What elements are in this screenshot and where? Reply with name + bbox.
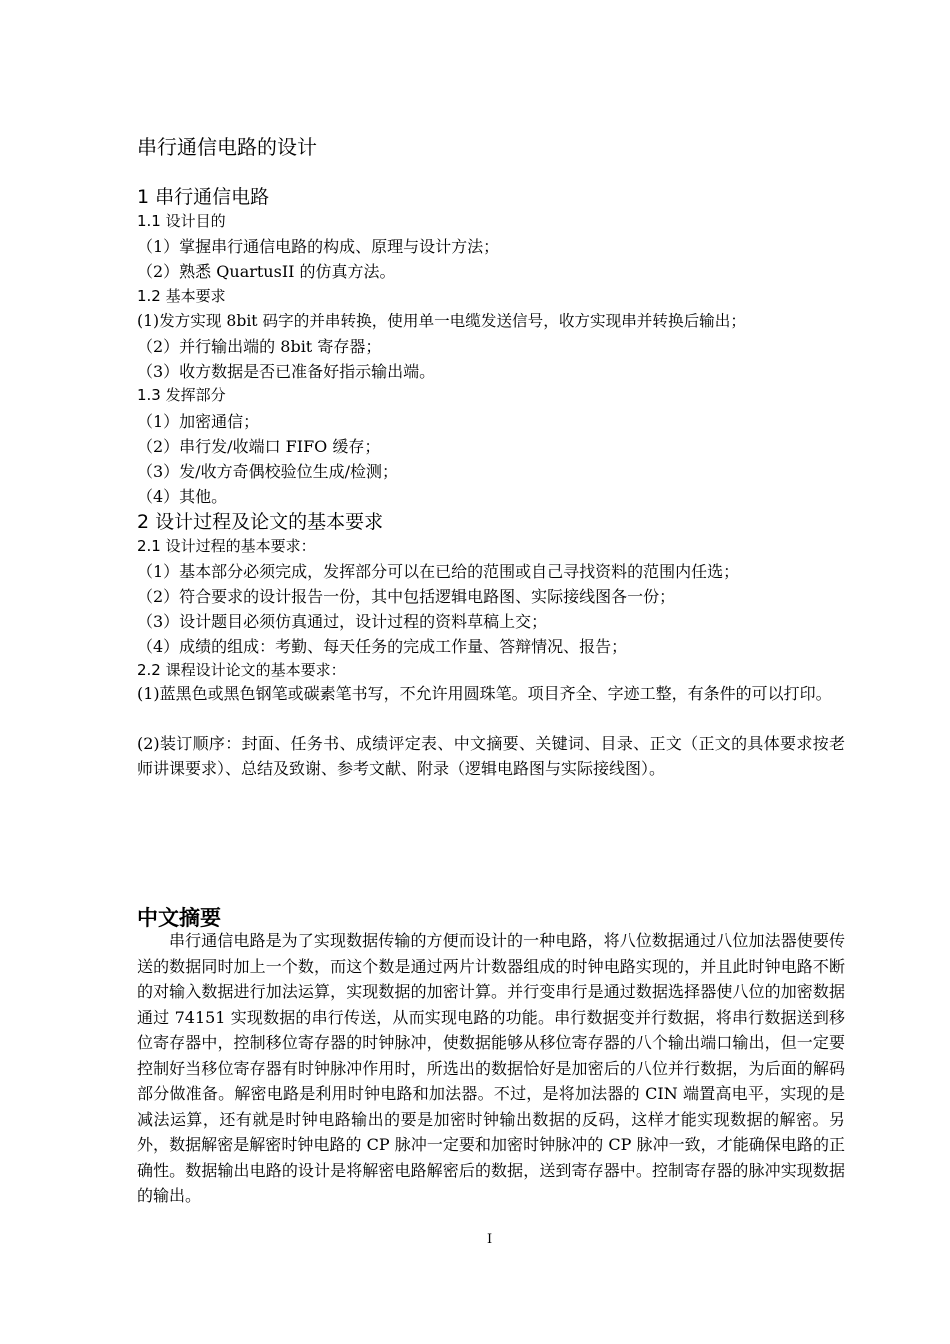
list-item: （3）收方数据是否已准备好指示输出端。: [137, 362, 436, 381]
section-1-1-heading: 1.1 设计目的: [137, 212, 226, 230]
list-item: （2）串行发/收端口 FIFO 缓存；: [137, 437, 381, 456]
section-2-heading: 2 设计过程及论文的基本要求: [137, 511, 384, 533]
abstract-title: 中文摘要: [137, 906, 221, 930]
list-item: （2）并行输出端的 8bit 寄存器；: [137, 337, 382, 356]
page-number: I: [487, 1232, 493, 1247]
list-item: （3）设计题目必须仿真通过，设计过程的资料草稿上交；: [137, 612, 548, 631]
list-item: （2）符合要求的设计报告一份，其中包括逻辑电路图、实际接线图各一份；: [137, 587, 676, 606]
paragraph: (2)装订顺序：封面、任务书、成绩评定表、中文摘要、关键词、目录、正文（正文的具体要求按老师讲课要求）、总结及致谢、参考文献、附录（逻辑电路图与实际接线图）。: [137, 734, 845, 778]
list-item: （1）加密通信；: [137, 412, 260, 431]
list-item: （4）其他。: [137, 487, 228, 506]
section-2-2-heading: 2.2 课程设计论文的基本要求：: [137, 661, 346, 679]
list-item: （3）发/收方奇偶校验位生成/检测；: [137, 462, 398, 481]
list-item: （4）成绩的组成：考勤、每天任务的完成工作量、答辩情况、报告；: [137, 637, 628, 656]
abstract-body: 串行通信电路是为了实现数据传输的方便而设计的一种电路，将八位数据通过八位加法器使要传送的数据同时加上一个数，而这个数是通过两片计数器组成的时钟电路实现的，并且此时钟电路不断的对输入数据进行加法运算，实现数据的加密计算。并行变串行是通过数据选择器使八位的加密数据通过 74151 实现数据的串行传送，从而实现电路的功能。串行数据变并行数据，将串行数据送到移位寄存器中，控制移位寄存器的时钟脉冲，使数据能够从移位寄存器的八个输出端口输出，但一定要控制好当移位寄存器有时钟脉冲作用时，所选出的数据恰好是加密后的八位并行数据，为后面的解码部分做准备。解密电路是利用时钟电路和加法器。不过，是将加法器的 CIN 端置高电平，实现的是减法运算，还有就是时钟电路输出的要是加密时钟输出数据的反码，这样才能实现数据的解密。另外，数据解密是解密时钟电路的 CP 脉冲一定要和加密时钟脉冲的 CP 脉冲一致，才能确保电路的正确性。数据输出电路的设计是将解密电路解密后的数据，送到寄存器中。控制寄存器的脉冲实现数据的输出。: [137, 931, 845, 1205]
list-item: （1）掌握串行通信电路的构成、原理与设计方法；: [137, 237, 500, 256]
section-2-1-heading: 2.1 设计过程的基本要求：: [137, 537, 316, 555]
document-title: 串行通信电路的设计: [137, 135, 317, 159]
list-item: (1)发方实现 8bit 码字的并串转换，使用单一电缆发送信号，收方实现串并转换后输出；: [137, 312, 746, 330]
list-item: （1）基本部分必须完成，发挥部分可以在已给的范围或自己寻找资料的范围内任选；: [137, 562, 740, 581]
section-1-heading: 1 串行通信电路: [137, 186, 270, 208]
list-item: （2）熟悉 QuartusII 的仿真方法。: [137, 262, 396, 281]
section-1-3-heading: 1.3 发挥部分: [137, 386, 226, 404]
section-1-2-heading: 1.2 基本要求: [137, 287, 226, 305]
paragraph: (1)蓝黑色或黑色钢笔或碳素笔书写，不允许用圆珠笔。项目齐全、字迹工整，有条件的可以打印。: [137, 684, 832, 703]
